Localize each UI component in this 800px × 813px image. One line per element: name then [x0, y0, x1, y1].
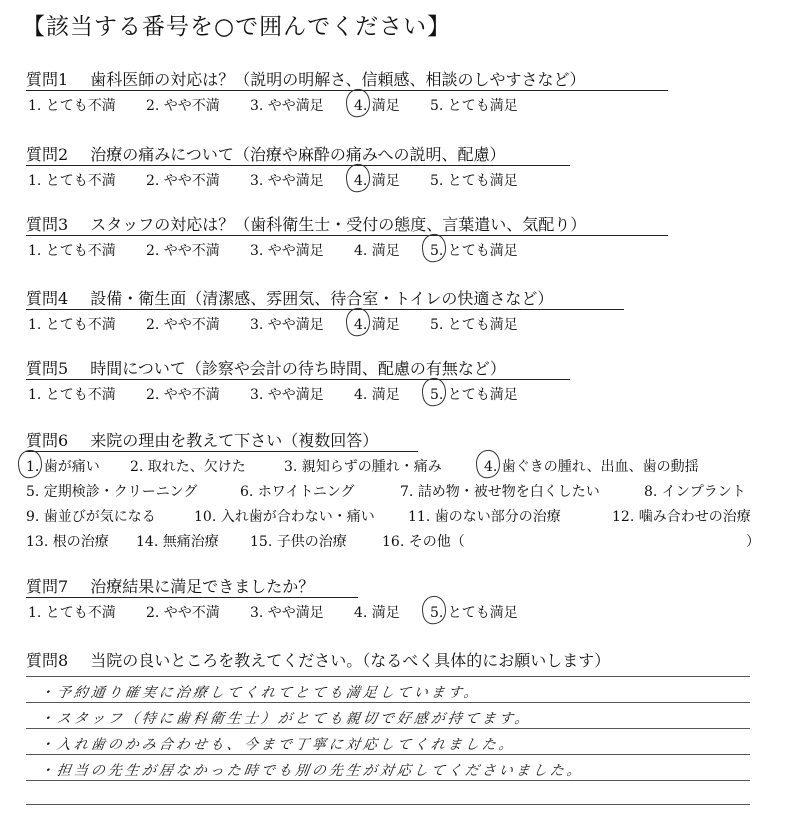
handwritten-answer-1[interactable]: ・予約通り確実に治療してくれてとても満足しています。	[38, 685, 482, 701]
q6-option-9[interactable]: 9. 歯並びが気になる	[26, 509, 156, 525]
q4-option-5[interactable]: 5. とても満足	[430, 317, 518, 333]
form-header: 【該当する番号を○で囲んでください】	[22, 14, 452, 40]
question-7-underline	[26, 597, 358, 598]
question-5-title: 質問5 時間について（診察や会計の待ち時間、配慮の有無など）	[26, 359, 506, 378]
question-3-title: 質問3 スタッフの対応は？（歯科衛生士・受付の態度、言葉遣い、気配り）	[26, 215, 587, 234]
q3-option-3[interactable]: 3. やや満足	[250, 243, 324, 259]
q6-option-8[interactable]: 8. インプラント	[644, 484, 746, 500]
q3-option-1[interactable]: 1. とても不満	[28, 243, 116, 259]
q4-option-3[interactable]: 3. やや満足	[250, 317, 324, 333]
q4-option-1[interactable]: 1. とても不満	[28, 317, 116, 333]
q6-option-16-close: ）	[746, 534, 760, 550]
question-6-title: 質問6 来院の理由を教えて下さい（複数回答）	[26, 431, 379, 450]
question-4-title: 質問4 設備・衛生面（清潔感、雰囲気、待合室・トイレの快適さなど）	[26, 289, 554, 308]
answer-line	[26, 754, 750, 755]
q6-option-7[interactable]: 7. 詰め物・被せ物を白くしたい	[400, 484, 600, 500]
q2-option-1[interactable]: 1. とても不満	[28, 173, 116, 189]
q3-option-4[interactable]: 4. 満足	[354, 243, 400, 259]
question-4-underline	[26, 309, 624, 310]
handwritten-answer-2[interactable]: ・スタッフ（特に歯科衛生士）がとても親切で好感が持てます。	[38, 711, 533, 727]
answer-line	[26, 804, 750, 805]
handwritten-answer-3[interactable]: ・入れ歯のかみ合わせも、今まで丁寧に対応してくれました。	[38, 737, 517, 753]
q6-option-16[interactable]: 16. その他（	[382, 534, 465, 550]
q1-option-5[interactable]: 5. とても満足	[430, 98, 518, 114]
question-1-underline	[26, 90, 668, 91]
answer-line	[26, 702, 750, 703]
question-2-underline	[26, 165, 570, 166]
q6-option-12[interactable]: 12. 噛み合わせの治療	[612, 509, 751, 525]
q7-option-1[interactable]: 1. とても不満	[28, 605, 116, 621]
q5-option-3[interactable]: 3. やや満足	[250, 387, 324, 403]
q6-row-1	[26, 456, 786, 476]
question-7-title: 質問7 治療結果に満足できましたか？	[26, 577, 315, 596]
q4-option-2[interactable]: 2. やや不満	[146, 317, 220, 333]
q6-option-14[interactable]: 14. 無痛治療	[136, 534, 219, 550]
q6-option-1[interactable]: 1. 歯が痛い	[26, 456, 100, 476]
q6-option-10[interactable]: 10. 入れ歯が合わない・痛い	[194, 509, 375, 525]
q7-option-3[interactable]: 3. やや満足	[250, 605, 324, 621]
q6-option-6[interactable]: 6. ホワイトニング	[240, 484, 355, 500]
q6-row-4	[26, 531, 786, 551]
q1-option-3[interactable]: 3. やや満足	[250, 98, 324, 114]
q3-option-5[interactable]: 5. とても満足	[430, 240, 518, 260]
question-3-underline	[26, 235, 668, 236]
q5-option-1[interactable]: 1. とても不満	[28, 387, 116, 403]
q6-option-13[interactable]: 13. 根の治療	[26, 534, 109, 550]
q1-option-1[interactable]: 1. とても不満	[28, 98, 116, 114]
question-2-title: 質問2 治療の痛みについて（治療や麻酔の痛みへの説明、配慮）	[26, 145, 506, 164]
answer-line	[26, 728, 750, 729]
q1-option-4[interactable]: 4. 満足	[354, 95, 400, 115]
q6-option-2[interactable]: 2. 取れた、欠けた	[130, 459, 246, 475]
q6-option-4[interactable]: 4. 歯ぐきの腫れ、出血、歯の動揺	[484, 456, 699, 476]
q2-option-5[interactable]: 5. とても満足	[430, 173, 518, 189]
q7-option-4[interactable]: 4. 満足	[354, 605, 400, 621]
q1-option-2[interactable]: 2. やや不満	[146, 98, 220, 114]
q6-row-2	[26, 481, 786, 501]
q2-option-2[interactable]: 2. やや不満	[146, 173, 220, 189]
q5-option-2[interactable]: 2. やや不満	[146, 387, 220, 403]
question-8-title: 質問8 当院の良いところを教えてください。（なるべく具体的にお願いします）	[26, 651, 611, 670]
q4-option-4[interactable]: 4. 満足	[354, 314, 400, 334]
answer-line	[26, 676, 750, 677]
answer-line	[26, 780, 750, 781]
q3-option-2[interactable]: 2. やや不満	[146, 243, 220, 259]
question-6-underline	[26, 451, 418, 452]
handwritten-answer-4[interactable]: ・担当の先生が居なかった時でも別の先生が対応してくださいました。	[38, 763, 585, 779]
question-5-underline	[26, 379, 570, 380]
q6-row-3	[26, 506, 786, 526]
q5-option-5[interactable]: 5. とても満足	[430, 384, 518, 404]
q2-option-3[interactable]: 3. やや満足	[250, 173, 324, 189]
q2-option-4[interactable]: 4. 満足	[354, 170, 400, 190]
q6-option-15[interactable]: 15. 子供の治療	[250, 534, 347, 550]
q7-option-2[interactable]: 2. やや不満	[146, 605, 220, 621]
q6-option-5[interactable]: 5. 定期検診・クリーニング	[26, 484, 198, 500]
q6-option-11[interactable]: 11. 歯のない部分の治療	[408, 509, 561, 525]
q7-option-5[interactable]: 5. とても満足	[430, 602, 518, 622]
q5-option-4[interactable]: 4. 満足	[354, 387, 400, 403]
q6-option-3[interactable]: 3. 親知らずの腫れ・痛み	[284, 459, 442, 475]
question-1-title: 質問1 歯科医師の対応は？（説明の明解さ、信頼感、相談のしやすさなど）	[26, 70, 586, 89]
